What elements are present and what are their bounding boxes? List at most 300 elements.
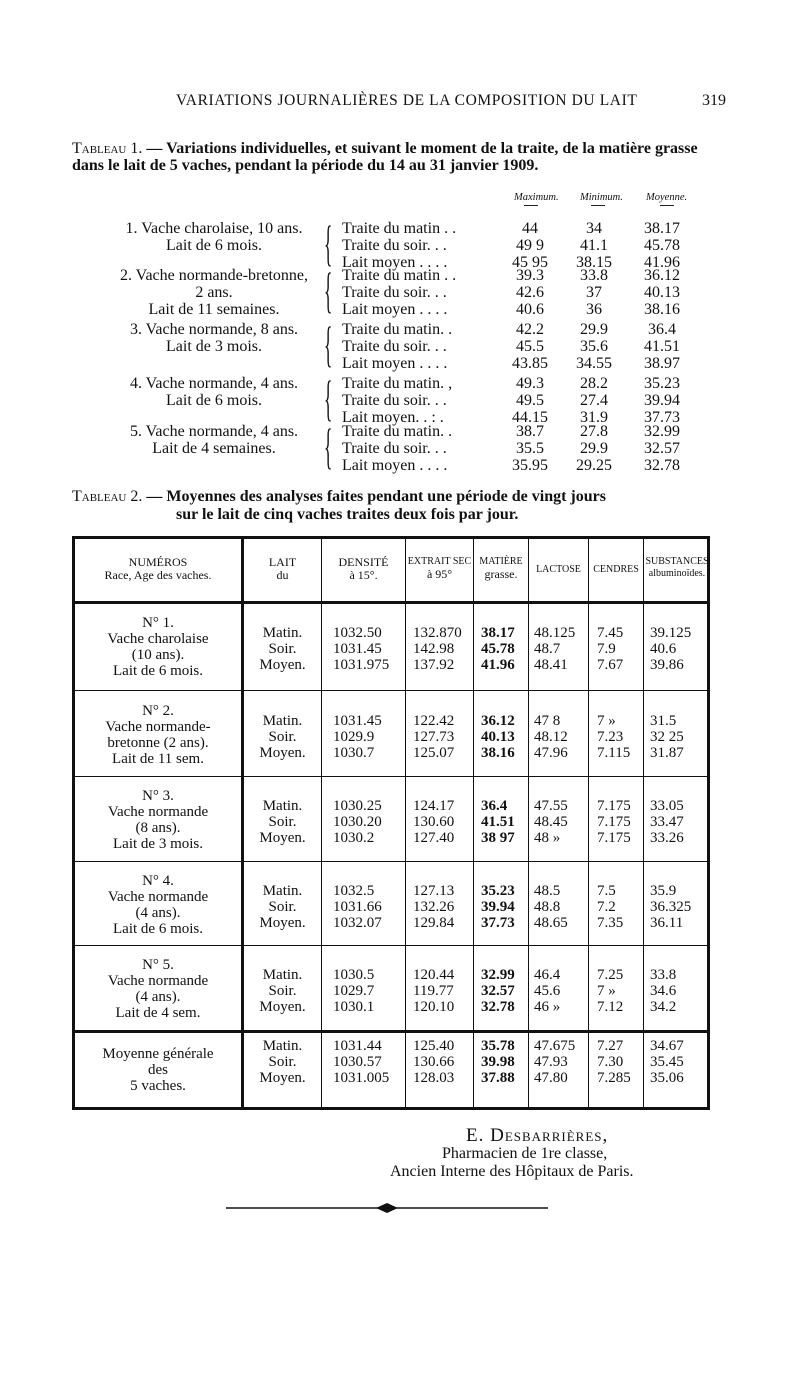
group-description-line: Vache normande bbox=[107, 888, 209, 905]
cow-description bbox=[100, 423, 328, 457]
cell-densite: 1031.44 bbox=[333, 1038, 382, 1054]
header-extrait-sub: à 95° bbox=[426, 567, 453, 581]
cell-matiere: 32.57 bbox=[481, 983, 515, 999]
column-lactose bbox=[534, 1038, 588, 1086]
cell-matiere: 40.13 bbox=[481, 728, 515, 745]
cell-matiere: 45.78 bbox=[481, 641, 515, 657]
cell-albumine: 40.6 bbox=[650, 641, 677, 657]
cell-matiere: 39.94 bbox=[481, 898, 515, 915]
cell-extrait: 130.66 bbox=[413, 1054, 455, 1070]
cell-albumine: 34.2 bbox=[650, 999, 677, 1015]
column-cendres bbox=[597, 625, 643, 673]
value-moy: 38.16 bbox=[644, 301, 680, 318]
cell-albumine: 33.26 bbox=[650, 830, 684, 846]
table-rule bbox=[405, 539, 406, 1107]
column-albumine bbox=[650, 967, 710, 1015]
cell-lactose: 47 8 bbox=[534, 712, 561, 729]
cell-densite: 1029.9 bbox=[333, 728, 375, 745]
value-moy: 41.51 bbox=[644, 338, 680, 355]
tableau1-caption bbox=[72, 140, 712, 174]
column-cendres bbox=[597, 713, 643, 761]
cell-extrait: 127.73 bbox=[413, 728, 455, 745]
cell-lactose: 48.5 bbox=[534, 882, 561, 899]
cell-lactose: 47.93 bbox=[534, 1054, 568, 1070]
value-moy: 40.13 bbox=[644, 284, 680, 301]
cell-densite: 1031.45 bbox=[333, 641, 382, 657]
col-header-maximum: Maximum. bbox=[514, 192, 559, 203]
column-cendres bbox=[597, 883, 643, 931]
value-min: 36 bbox=[586, 301, 602, 318]
group-description bbox=[75, 1046, 241, 1094]
cell-lactose: 48.12 bbox=[534, 728, 568, 745]
value-min: 31.9 bbox=[580, 409, 608, 426]
group-description-line: (4 ans). bbox=[135, 989, 181, 1005]
cell-cendres: 7.9 bbox=[597, 641, 616, 657]
column-densite bbox=[333, 883, 405, 931]
value-max: 40.6 bbox=[516, 301, 544, 318]
group-description bbox=[75, 703, 241, 767]
cell-cendres: 7.115 bbox=[597, 744, 631, 761]
tableau2-caption bbox=[72, 488, 722, 505]
cell-extrait: 137.92 bbox=[413, 657, 455, 673]
cell-albumine: 31.5 bbox=[650, 712, 677, 729]
traite-label: Traite du matin. . bbox=[342, 321, 453, 338]
page-number: 319 bbox=[702, 92, 726, 109]
group-description-line: N° 1. bbox=[142, 615, 174, 631]
traite-label: Lait moyen. . : . bbox=[342, 409, 444, 426]
column-cendres bbox=[597, 967, 643, 1015]
cow-description bbox=[100, 220, 328, 254]
traite-label: Lait moyen . . . . bbox=[342, 301, 448, 318]
cell-matiere: 36.4 bbox=[481, 798, 508, 814]
group-description bbox=[75, 615, 241, 679]
header-substances-sub: albuminoïdes. bbox=[648, 568, 706, 579]
cell-densite: 1031.45 bbox=[333, 712, 382, 729]
cow-description-line: Lait de 6 mois. bbox=[166, 392, 262, 409]
col-dash bbox=[524, 205, 538, 206]
cell-extrait: 125.40 bbox=[413, 1038, 455, 1054]
tableau2-caption-continuation bbox=[176, 506, 518, 523]
brace: { bbox=[324, 262, 333, 318]
table-rule bbox=[75, 1030, 707, 1033]
column-matiere bbox=[481, 1038, 528, 1086]
traite-label: Lait moyen . . . . bbox=[342, 355, 448, 372]
value-moy: 39.94 bbox=[644, 392, 680, 409]
column-albumine bbox=[650, 625, 710, 673]
traite-label: Traite du matin. , bbox=[342, 375, 453, 392]
value-moy: 36.4 bbox=[648, 321, 676, 338]
value-min: 33.8 bbox=[580, 267, 608, 284]
cell-albumine: 39.125 bbox=[650, 625, 692, 641]
table-rule bbox=[75, 776, 707, 777]
tableau2 bbox=[72, 536, 710, 1110]
value-max: 44 bbox=[522, 220, 538, 237]
header-densite-title: DENSITÉ bbox=[338, 555, 389, 569]
table-rule bbox=[75, 945, 707, 946]
cell-matiere: 38 97 bbox=[481, 830, 515, 846]
value-max: 39.3 bbox=[516, 267, 544, 284]
group-description-line: 5 vaches. bbox=[130, 1078, 186, 1094]
cell-extrait: 127.40 bbox=[413, 830, 455, 846]
value-moy: 32.78 bbox=[644, 457, 680, 474]
group-description-line: Lait de 4 sem. bbox=[115, 1005, 201, 1021]
header-numeros-sub: Race, Age des vaches. bbox=[104, 568, 212, 582]
traite-label: Lait moyen . . . . bbox=[342, 254, 448, 271]
cell-lactose: 48.45 bbox=[534, 814, 568, 830]
column-lait bbox=[244, 798, 321, 846]
value-max: 42.6 bbox=[516, 284, 544, 301]
column-densite bbox=[333, 625, 405, 673]
cell-albumine: 31.87 bbox=[650, 744, 684, 761]
cell-extrait: 122.42 bbox=[413, 712, 455, 729]
group-description-line: (8 ans). bbox=[135, 820, 181, 836]
brace: { bbox=[324, 215, 333, 271]
group-description-line: Lait de 3 mois. bbox=[113, 836, 203, 852]
table-rule bbox=[528, 539, 529, 1107]
group-description-line: Lait de 6 mois. bbox=[113, 920, 203, 937]
column-densite bbox=[333, 1038, 405, 1086]
column-extrait bbox=[413, 883, 473, 931]
value-max: 38.7 bbox=[516, 423, 544, 440]
header-substances-title: SUBSTANCES bbox=[645, 556, 709, 567]
cell-albumine: 32 25 bbox=[650, 728, 684, 745]
cell-albumine: 39.86 bbox=[650, 657, 684, 673]
column-lactose bbox=[534, 713, 588, 761]
cell-matiere: 35.78 bbox=[481, 1038, 515, 1054]
cell-matiere: 38.16 bbox=[481, 744, 515, 761]
column-lait bbox=[244, 713, 321, 761]
header-lactose-title: LACTOSE bbox=[536, 564, 581, 575]
value-moy: 37.73 bbox=[644, 409, 680, 426]
value-moy: 38.97 bbox=[644, 355, 680, 372]
cell-matiere: 32.99 bbox=[481, 967, 515, 983]
cell-cendres: 7.25 bbox=[597, 967, 624, 983]
running-title: VARIATIONS JOURNALIÈRES DE LA COMPOSITION DU LAIT bbox=[176, 92, 638, 109]
signature-name: E. Desbarrières, bbox=[466, 1125, 609, 1146]
value-max: 45.5 bbox=[516, 338, 544, 355]
value-min: 34.55 bbox=[576, 355, 612, 372]
cell-cendres: 7.12 bbox=[597, 999, 624, 1015]
cow-description-line: 2. Vache normande-bretonne, bbox=[119, 267, 309, 284]
group-description-line: Moyenne générale bbox=[102, 1046, 214, 1062]
cell-matiere: 41.51 bbox=[481, 814, 515, 830]
tableau1-caption-text: — Variations individuelles, et suivant le moment de la traite, de la matière grasse dans le lait de 5 vaches, pendant la période du 14 au 31 janvier 1909. bbox=[72, 140, 698, 174]
cell-albumine: 33.8 bbox=[650, 967, 677, 983]
table-rule bbox=[588, 539, 589, 1107]
value-max: 49 9 bbox=[516, 237, 544, 254]
cell-extrait: 124.17 bbox=[413, 798, 455, 814]
cell-lait: Moyen. bbox=[259, 744, 306, 761]
group-description-line: N° 4. bbox=[142, 872, 174, 889]
value-min: 27.8 bbox=[580, 423, 608, 440]
group-description-line: Vache normande bbox=[107, 973, 209, 989]
cell-matiere: 38.17 bbox=[481, 625, 515, 641]
group-description-line: N° 5. bbox=[142, 957, 174, 973]
cell-lait: Soir. bbox=[268, 1054, 297, 1070]
cell-albumine: 36.325 bbox=[650, 898, 692, 915]
column-extrait bbox=[413, 1038, 473, 1086]
header-matiere bbox=[474, 556, 528, 580]
header-numeros bbox=[75, 556, 241, 582]
header-matiere-sub: grasse. bbox=[484, 567, 518, 581]
group-description-line: Vache normande bbox=[107, 804, 209, 820]
group-description-line: Vache charolaise bbox=[107, 631, 209, 647]
header-extrait-title: EXTRAIT SEC bbox=[407, 556, 472, 567]
header-cendres bbox=[589, 564, 643, 576]
value-moy: 41.96 bbox=[644, 254, 680, 271]
cell-densite: 1030.2 bbox=[333, 830, 375, 846]
cell-albumine: 34.67 bbox=[650, 1038, 684, 1054]
cell-matiere: 37.73 bbox=[481, 914, 515, 931]
header-extrait bbox=[406, 556, 473, 580]
column-matiere bbox=[481, 967, 528, 1015]
cell-lactose: 45.6 bbox=[534, 983, 561, 999]
cow-description-line: 1. Vache charolaise, 10 ans. bbox=[125, 220, 303, 237]
value-moy: 32.99 bbox=[644, 423, 680, 440]
column-cendres bbox=[597, 1038, 643, 1086]
cell-lactose: 48.41 bbox=[534, 657, 568, 673]
group-description-line: Lait de 6 mois. bbox=[113, 663, 203, 679]
cell-densite: 1029.7 bbox=[333, 983, 375, 999]
cell-lait: Moyen. bbox=[259, 1070, 306, 1086]
cell-lait: Matin. bbox=[262, 712, 303, 729]
column-extrait bbox=[413, 713, 473, 761]
cell-densite: 1032.50 bbox=[333, 625, 382, 641]
cow-description-line: Lait de 11 semaines. bbox=[148, 301, 280, 318]
cell-lactose: 47.96 bbox=[534, 744, 568, 761]
group-description bbox=[75, 957, 241, 1021]
cell-cendres: 7.67 bbox=[597, 657, 624, 673]
table-rule bbox=[643, 539, 644, 1107]
col-header-minimum: Minimum. bbox=[580, 192, 623, 203]
cell-densite: 1031.975 bbox=[333, 657, 390, 673]
header-densite bbox=[322, 556, 405, 582]
value-min: 28.2 bbox=[580, 375, 608, 392]
brace: { bbox=[324, 370, 333, 426]
cell-densite: 1031.005 bbox=[333, 1070, 390, 1086]
cell-cendres: 7.2 bbox=[597, 898, 616, 915]
cell-densite: 1032.5 bbox=[333, 882, 375, 899]
header-substances bbox=[644, 556, 710, 580]
cow-description-line: 3. Vache normande, 8 ans. bbox=[129, 321, 299, 338]
cell-matiere: 35.23 bbox=[481, 882, 515, 899]
header-lait-title: LAIT bbox=[268, 555, 297, 569]
tableau1-label: Tableau 1. bbox=[72, 140, 143, 157]
cell-lactose: 47.80 bbox=[534, 1070, 568, 1086]
cell-lait: Matin. bbox=[262, 882, 303, 899]
cell-cendres: 7.27 bbox=[597, 1038, 624, 1054]
column-lait bbox=[244, 883, 321, 931]
traite-label: Traite du soir. . . bbox=[342, 237, 447, 254]
cell-lait: Soir. bbox=[268, 983, 297, 999]
cell-lait: Soir. bbox=[268, 728, 297, 745]
column-albumine bbox=[650, 798, 710, 846]
column-lait bbox=[244, 967, 321, 1015]
header-densite-sub: à 15°. bbox=[349, 568, 378, 582]
traite-label: Traite du soir. . . bbox=[342, 440, 447, 457]
cell-lactose: 48.7 bbox=[534, 641, 561, 657]
cell-albumine: 33.47 bbox=[650, 814, 684, 830]
cell-lait: Moyen. bbox=[259, 657, 306, 673]
cell-albumine: 35.45 bbox=[650, 1054, 684, 1070]
cell-lactose: 47.55 bbox=[534, 798, 568, 814]
cell-lait: Moyen. bbox=[259, 830, 306, 846]
cell-cendres: 7.175 bbox=[597, 798, 631, 814]
cell-cendres: 7.45 bbox=[597, 625, 624, 641]
cell-matiere: 32.78 bbox=[481, 999, 515, 1015]
cow-description-line: Lait de 6 mois. bbox=[166, 237, 262, 254]
cell-lait: Matin. bbox=[262, 625, 303, 641]
cell-extrait: 127.13 bbox=[413, 882, 455, 899]
header-lactose bbox=[529, 564, 588, 576]
cell-lactose: 47.675 bbox=[534, 1038, 576, 1054]
cell-cendres: 7.175 bbox=[597, 830, 631, 846]
cell-densite: 1030.1 bbox=[333, 999, 375, 1015]
table-rule bbox=[473, 539, 474, 1107]
cell-extrait: 120.10 bbox=[413, 999, 455, 1015]
ornament-rule bbox=[226, 1203, 548, 1213]
col-header-moyenne: Moyenne. bbox=[646, 192, 688, 203]
cell-densite: 1030.5 bbox=[333, 967, 375, 983]
value-moy: 35.23 bbox=[644, 375, 680, 392]
cell-albumine: 34.6 bbox=[650, 983, 677, 999]
value-min: 34 bbox=[586, 220, 602, 237]
cell-albumine: 35.06 bbox=[650, 1070, 684, 1086]
cell-lait: Matin. bbox=[262, 798, 303, 814]
cell-cendres: 7.285 bbox=[597, 1070, 631, 1086]
brace: { bbox=[324, 316, 333, 372]
cow-description-line: 5. Vache normande, 4 ans. bbox=[129, 423, 299, 440]
traite-label: Traite du soir. . . bbox=[342, 338, 447, 355]
cell-densite: 1031.66 bbox=[333, 898, 382, 915]
header-numeros-title: NUMÉROS bbox=[128, 555, 188, 569]
value-max: 45 95 bbox=[512, 254, 548, 271]
cell-lactose: 48.8 bbox=[534, 898, 561, 915]
cow-description-line: Lait de 3 mois. bbox=[166, 338, 262, 355]
group-description-line: Vache normande- bbox=[105, 718, 211, 735]
cell-cendres: 7 » bbox=[597, 712, 616, 729]
cell-densite: 1032.07 bbox=[333, 914, 382, 931]
traite-label: Lait moyen . . . . bbox=[342, 457, 448, 474]
value-max: 44.15 bbox=[512, 409, 548, 426]
cell-albumine: 36.11 bbox=[650, 914, 684, 931]
cell-cendres: 7.5 bbox=[597, 882, 616, 899]
running-header bbox=[0, 92, 800, 116]
tableau2-caption-line1: — Moyennes des analyses faites pendant une période de vingt jours bbox=[146, 488, 606, 505]
value-min: 38.15 bbox=[576, 254, 612, 271]
traite-label: Traite du soir. . . bbox=[342, 284, 447, 301]
column-lactose bbox=[534, 883, 588, 931]
cell-lactose: 46.4 bbox=[534, 967, 561, 983]
signature-line1: Pharmacien de 1re classe, bbox=[442, 1145, 608, 1162]
column-lait bbox=[244, 625, 321, 673]
column-extrait bbox=[413, 967, 473, 1015]
value-min: 35.6 bbox=[580, 338, 608, 355]
column-lactose bbox=[534, 967, 588, 1015]
value-moy: 36.12 bbox=[644, 267, 680, 284]
value-min: 29.25 bbox=[576, 457, 612, 474]
cell-lait: Moyen. bbox=[259, 914, 306, 931]
table-rule bbox=[75, 601, 707, 604]
group-description bbox=[75, 788, 241, 852]
table-rule bbox=[75, 861, 707, 862]
column-extrait bbox=[413, 625, 473, 673]
tableau2-caption-line2: sur le lait de cinq vaches traites deux fois par jour. bbox=[176, 506, 519, 523]
traite-label: Traite du matin . . bbox=[342, 220, 457, 237]
cell-cendres: 7.30 bbox=[597, 1054, 624, 1070]
group-description-line: (4 ans). bbox=[135, 904, 181, 921]
column-matiere bbox=[481, 625, 528, 673]
cell-matiere: 39.98 bbox=[481, 1054, 515, 1070]
value-max: 35.95 bbox=[512, 457, 548, 474]
cell-extrait: 132.870 bbox=[413, 625, 462, 641]
cell-lactose: 48 » bbox=[534, 830, 561, 846]
signature-title bbox=[442, 1145, 607, 1163]
cow-description-line: Lait de 4 semaines. bbox=[152, 440, 276, 457]
cow-description bbox=[100, 375, 328, 409]
cell-lait: Soir. bbox=[268, 641, 297, 657]
cell-extrait: 130.60 bbox=[413, 814, 455, 830]
group-description-line: N° 3. bbox=[142, 788, 174, 804]
signature-affiliation: Ancien Interne des Hôpitaux de Paris. bbox=[390, 1163, 634, 1180]
cell-albumine: 35.9 bbox=[650, 882, 677, 899]
cell-lait: Soir. bbox=[268, 898, 297, 915]
cow-description-line: 2 ans. bbox=[195, 284, 233, 301]
column-albumine bbox=[650, 1038, 710, 1086]
cell-lactose: 48.65 bbox=[534, 914, 568, 931]
cow-description bbox=[100, 267, 328, 318]
group-description-line: bretonne (2 ans). bbox=[107, 734, 209, 751]
group-description bbox=[75, 873, 241, 937]
column-densite bbox=[333, 798, 405, 846]
table-rule bbox=[75, 690, 707, 691]
cow-description bbox=[100, 321, 328, 355]
cell-matiere: 41.96 bbox=[481, 657, 515, 673]
cell-lait: Moyen. bbox=[259, 999, 306, 1015]
column-densite bbox=[333, 967, 405, 1015]
cell-densite: 1030.25 bbox=[333, 798, 382, 814]
group-description-line: Lait de 11 sem. bbox=[112, 750, 204, 767]
value-moy: 38.17 bbox=[644, 220, 680, 237]
cell-matiere: 37.88 bbox=[481, 1070, 515, 1086]
cell-lait: Matin. bbox=[262, 967, 303, 983]
col-dash bbox=[660, 205, 674, 206]
value-max: 35.5 bbox=[516, 440, 544, 457]
cell-lait: Matin. bbox=[262, 1038, 303, 1054]
value-max: 49.5 bbox=[516, 392, 544, 409]
column-lactose bbox=[534, 625, 588, 673]
group-description-line: (10 ans). bbox=[131, 647, 185, 663]
value-min: 37 bbox=[586, 284, 602, 301]
cell-matiere: 36.12 bbox=[481, 712, 515, 729]
cell-cendres: 7.35 bbox=[597, 914, 624, 931]
brace: { bbox=[324, 418, 333, 474]
value-max: 42.2 bbox=[516, 321, 544, 338]
cell-lactose: 46 » bbox=[534, 999, 561, 1015]
col-dash bbox=[591, 205, 605, 206]
header-lait-sub: du bbox=[276, 568, 289, 582]
value-moy: 32.57 bbox=[644, 440, 680, 457]
cell-lactose: 48.125 bbox=[534, 625, 576, 641]
group-description-line: N° 2. bbox=[142, 702, 174, 719]
cell-extrait: 129.84 bbox=[413, 914, 455, 931]
value-moy: 45.78 bbox=[644, 237, 680, 254]
column-lait bbox=[244, 1038, 321, 1086]
cell-extrait: 128.03 bbox=[413, 1070, 455, 1086]
cell-densite: 1030.7 bbox=[333, 744, 375, 761]
value-min: 41.1 bbox=[580, 237, 608, 254]
cell-albumine: 33.05 bbox=[650, 798, 684, 814]
